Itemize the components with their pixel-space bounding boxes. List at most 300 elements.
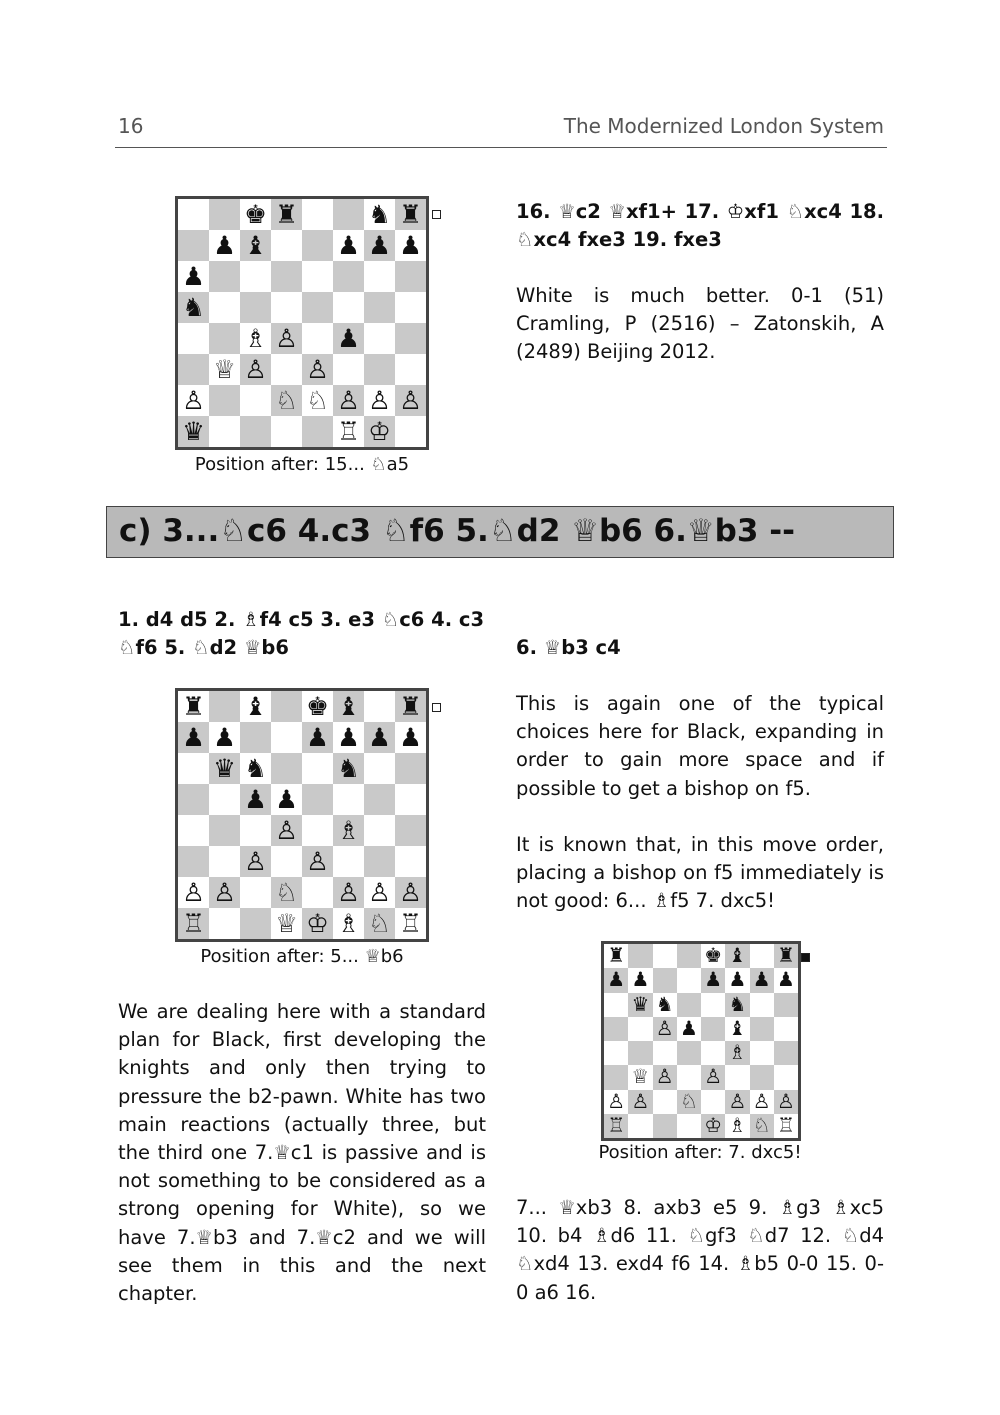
chess-piece: ♙: [182, 385, 205, 415]
square-c5: [240, 784, 271, 815]
square-g3: [364, 354, 395, 385]
chess-piece: ♙: [337, 385, 360, 415]
square-c4: [240, 815, 271, 846]
square-b8: [209, 199, 240, 230]
square-e3: [302, 846, 333, 877]
square-a8: [178, 199, 209, 230]
chess-diagram-2: [175, 688, 429, 942]
chess-piece: ♘: [679, 1089, 698, 1113]
square-c8: [240, 199, 271, 230]
square-h2: [395, 877, 426, 908]
square-h2: [774, 1090, 798, 1114]
chess-piece: ♟: [213, 230, 236, 260]
square-f8: [333, 691, 364, 722]
square-a4: [604, 1041, 628, 1065]
square-b1: [209, 908, 240, 939]
square-g3: [750, 1065, 774, 1089]
square-a6: [604, 993, 628, 1017]
square-g2: [750, 1090, 774, 1114]
square-g8: [750, 944, 774, 968]
square-c1: [240, 908, 271, 939]
section-banner: [106, 506, 894, 558]
square-b5: [209, 784, 240, 815]
chess-piece: ♞: [337, 753, 360, 783]
square-g5: [364, 784, 395, 815]
square-b1: [628, 1114, 652, 1138]
chess-piece: ♟: [337, 722, 360, 752]
chess-piece: ♕: [213, 354, 236, 384]
square-d8: [271, 691, 302, 722]
chess-piece: ♙: [306, 846, 329, 876]
square-g4: [364, 323, 395, 354]
chess-piece: ♙: [368, 877, 391, 907]
chess-piece: ♙: [776, 1089, 795, 1113]
square-b3: [209, 354, 240, 385]
square-b7: [209, 230, 240, 261]
chess-piece: ♞: [368, 199, 391, 229]
square-a1: [178, 908, 209, 939]
square-g5: [750, 1017, 774, 1041]
square-d6: [271, 261, 302, 292]
square-f3: [333, 354, 364, 385]
chess-piece: ♖: [182, 908, 205, 938]
square-d5: [271, 784, 302, 815]
square-b4: [209, 815, 240, 846]
square-e4: [701, 1041, 725, 1065]
square-c6: [653, 993, 677, 1017]
chess-piece: ♜: [399, 691, 422, 721]
square-a5: [178, 292, 209, 323]
square-b4: [628, 1041, 652, 1065]
chess-piece: ♜: [776, 944, 795, 967]
chess-piece: ♟: [776, 968, 795, 992]
chess-piece: ♙: [275, 323, 298, 353]
square-g2: [364, 385, 395, 416]
square-b2: [628, 1090, 652, 1114]
chess-piece: ♖: [607, 1113, 626, 1137]
square-f3: [333, 846, 364, 877]
square-c7: [240, 230, 271, 261]
square-h4: [395, 323, 426, 354]
chess-piece: ♟: [752, 968, 771, 992]
square-a7: [178, 230, 209, 261]
square-d5: [271, 292, 302, 323]
square-b7: [628, 968, 652, 992]
square-g8: [364, 199, 395, 230]
square-d3: [677, 1065, 701, 1089]
square-h6: [395, 753, 426, 784]
square-e7: [302, 722, 333, 753]
chess-piece: ♟: [399, 722, 422, 752]
square-e4: [302, 323, 333, 354]
square-a1: [604, 1114, 628, 1138]
square-a3: [178, 354, 209, 385]
chess-piece: ♞: [244, 753, 267, 783]
chess-piece: ♜: [399, 199, 422, 229]
chess-piece: ♔: [368, 416, 391, 446]
square-g5: [364, 292, 395, 323]
square-g4: [364, 815, 395, 846]
square-b6: [628, 993, 652, 1017]
square-f6: [333, 261, 364, 292]
chess-piece: ♝: [728, 1016, 747, 1040]
square-h8: [395, 691, 426, 722]
square-a4: [178, 323, 209, 354]
square-g6: [364, 261, 395, 292]
square-d8: [271, 199, 302, 230]
square-f5: [333, 784, 364, 815]
chess-piece: ♗: [337, 908, 360, 938]
square-e6: [302, 261, 333, 292]
square-d8: [677, 944, 701, 968]
square-g6: [750, 993, 774, 1017]
square-h2: [395, 385, 426, 416]
square-e2: [302, 877, 333, 908]
square-f5: [333, 292, 364, 323]
chess-piece: ♟: [182, 722, 205, 752]
square-a7: [178, 722, 209, 753]
chess-piece: ♙: [244, 354, 267, 384]
square-h5: [395, 292, 426, 323]
square-d4: [271, 815, 302, 846]
square-h4: [774, 1041, 798, 1065]
square-e3: [302, 354, 333, 385]
plan-paragraph: We are dealing here with a standard plan for Black, first developing the knights and only then trying to pressure the b2-pawn. White has two main reactions (actually three, but the third one 7.♕c1 is passive and is not something to be considered as a strong opening for White), so we have 7.♕b3 and 7.♕c2 and we will see them in this and the next chapter.: [118, 1000, 486, 1306]
chess-piece: ♔: [306, 908, 329, 938]
chess-piece: ♕: [631, 1065, 650, 1089]
chess-piece: ♖: [776, 1113, 795, 1137]
continuation-line: 7... ♕xb3 8. axb3 e5 9. ♗g3 ♗xc5 10. b4 ♗d6 11. ♘gf3 ♘d7 12. ♘d4 ♘xd4 13. exd4 f6 14. ♗b5 0-0 15. 0-0 a6 16.: [516, 1196, 884, 1304]
square-g7: [750, 968, 774, 992]
square-a5: [604, 1017, 628, 1041]
square-c8: [653, 944, 677, 968]
square-h1: [395, 908, 426, 939]
square-f6: [333, 753, 364, 784]
chess-piece: ♗: [728, 1113, 747, 1137]
square-d2: [677, 1090, 701, 1114]
square-e5: [701, 1017, 725, 1041]
square-b6: [209, 753, 240, 784]
chess-piece: ♟: [631, 968, 650, 992]
square-f7: [725, 968, 749, 992]
chess-diagram-1: [175, 196, 429, 450]
square-b8: [209, 691, 240, 722]
square-c1: [240, 416, 271, 447]
square-c2: [240, 877, 271, 908]
white-to-move-marker: [432, 703, 441, 712]
square-c3: [240, 354, 271, 385]
opening-moves: 1. d4 d5 2. ♗f4 c5 3. e3 ♘c6 4. c3 ♘f6 5. ♘d2 ♕b6: [118, 608, 485, 660]
square-d1: [677, 1114, 701, 1138]
square-b4: [209, 323, 240, 354]
square-b2: [209, 385, 240, 416]
chess-piece: ♙: [607, 1089, 626, 1113]
square-a2: [178, 877, 209, 908]
square-h7: [774, 968, 798, 992]
square-h8: [395, 199, 426, 230]
chess-piece: ♘: [275, 385, 298, 415]
chess-piece: ♞: [655, 992, 674, 1016]
square-f7: [333, 722, 364, 753]
bishop-f5-paragraph: It is known that, in this move order, placing a bishop on f5 immediately is not good: 6... ♗f5 7. dxc5!: [516, 833, 884, 913]
square-c8: [240, 691, 271, 722]
square-h1: [395, 416, 426, 447]
square-a7: [604, 968, 628, 992]
square-g4: [750, 1041, 774, 1065]
square-g7: [364, 722, 395, 753]
square-b7: [209, 722, 240, 753]
square-h6: [395, 261, 426, 292]
square-f2: [333, 877, 364, 908]
chess-piece: ♟: [337, 230, 360, 260]
chess-piece: ♚: [704, 944, 723, 967]
square-f1: [333, 416, 364, 447]
square-e7: [302, 230, 333, 261]
square-a2: [178, 385, 209, 416]
square-a8: [178, 691, 209, 722]
chess-piece: ♙: [399, 877, 422, 907]
square-b1: [209, 416, 240, 447]
square-c1: [653, 1114, 677, 1138]
chess-piece: ♝: [244, 691, 267, 721]
square-g2: [364, 877, 395, 908]
continuation-moves: 16. ♕c2 ♕xf1+ 17. ♔xf1 ♘xc4 18. ♘xc4 fxe3 19. fxe3: [516, 200, 884, 252]
square-c2: [240, 385, 271, 416]
chess-piece: ♜: [275, 199, 298, 229]
chess-piece: ♙: [213, 877, 236, 907]
square-d1: [271, 908, 302, 939]
chess-piece: ♚: [244, 199, 267, 229]
square-h6: [774, 993, 798, 1017]
typical-choice-paragraph: This is again one of the typical choices here for Black, expanding in order to gain more space and if possible to get a bishop on f5.: [516, 692, 884, 800]
square-f8: [725, 944, 749, 968]
square-f8: [333, 199, 364, 230]
square-a8: [604, 944, 628, 968]
chess-piece: ♙: [182, 877, 205, 907]
square-d3: [271, 846, 302, 877]
chess-piece: ♛: [213, 753, 236, 783]
chess-diagram-3: [601, 941, 801, 1141]
square-d4: [677, 1041, 701, 1065]
square-f4: [725, 1041, 749, 1065]
chess-piece: ♕: [275, 908, 298, 938]
square-f2: [725, 1090, 749, 1114]
square-h5: [774, 1017, 798, 1041]
square-f4: [333, 815, 364, 846]
chess-piece: ♟: [337, 323, 360, 353]
square-g1: [750, 1114, 774, 1138]
square-f1: [333, 908, 364, 939]
square-a3: [604, 1065, 628, 1089]
square-c6: [240, 753, 271, 784]
chess-piece: ♜: [607, 944, 626, 967]
square-e1: [302, 416, 333, 447]
square-h3: [395, 354, 426, 385]
diagram-3-caption: Position after: 7. dxc5!: [598, 1142, 802, 1163]
square-a3: [178, 846, 209, 877]
square-g3: [364, 846, 395, 877]
chess-piece: ♙: [728, 1089, 747, 1113]
chess-piece: ♘: [275, 877, 298, 907]
square-c2: [653, 1090, 677, 1114]
square-c7: [240, 722, 271, 753]
square-c5: [653, 1017, 677, 1041]
chess-piece: ♟: [368, 230, 391, 260]
chess-piece: ♟: [399, 230, 422, 260]
diagram-2-caption: Position after: 5... ♕b6: [200, 946, 404, 967]
square-c7: [653, 968, 677, 992]
chess-piece: ♝: [244, 230, 267, 260]
square-d4: [271, 323, 302, 354]
square-a5: [178, 784, 209, 815]
chess-piece: ♙: [704, 1065, 723, 1089]
square-e1: [701, 1114, 725, 1138]
chess-piece: ♗: [337, 815, 360, 845]
square-d2: [271, 385, 302, 416]
square-b2: [209, 877, 240, 908]
page-number: 16: [118, 114, 144, 138]
square-a6: [178, 261, 209, 292]
square-d3: [271, 354, 302, 385]
chess-piece: ♛: [182, 416, 205, 446]
chess-piece: ♙: [275, 815, 298, 845]
square-e2: [302, 385, 333, 416]
square-b5: [628, 1017, 652, 1041]
move-heading: 6. ♕b3 c4: [516, 636, 621, 659]
square-g6: [364, 753, 395, 784]
square-c3: [653, 1065, 677, 1089]
chess-piece: ♘: [306, 385, 329, 415]
square-a1: [178, 416, 209, 447]
square-f3: [725, 1065, 749, 1089]
square-d7: [271, 230, 302, 261]
square-d6: [677, 993, 701, 1017]
square-e8: [302, 199, 333, 230]
chess-piece: ♘: [368, 908, 391, 938]
square-h4: [395, 815, 426, 846]
section-title: c) 3...♘c6 4.c3 ♘f6 5.♘d2 ♕b6 6.♕b3 --: [119, 513, 795, 549]
chess-piece: ♟: [679, 1016, 698, 1040]
square-e8: [701, 944, 725, 968]
chess-piece: ♟: [213, 722, 236, 752]
square-c4: [240, 323, 271, 354]
chess-piece: ♖: [337, 416, 360, 446]
square-e6: [302, 753, 333, 784]
chess-piece: ♟: [704, 968, 723, 992]
chess-piece: ♚: [306, 691, 329, 721]
chess-piece: ♙: [655, 1016, 674, 1040]
square-e5: [302, 784, 333, 815]
square-c4: [653, 1041, 677, 1065]
chess-piece: ♟: [368, 722, 391, 752]
square-f5: [725, 1017, 749, 1041]
square-e1: [302, 908, 333, 939]
chess-piece: ♙: [655, 1065, 674, 1089]
square-d1: [271, 416, 302, 447]
chess-piece: ♝: [337, 691, 360, 721]
square-c6: [240, 261, 271, 292]
square-h7: [395, 722, 426, 753]
square-e5: [302, 292, 333, 323]
square-d7: [677, 968, 701, 992]
square-b3: [209, 846, 240, 877]
chess-piece: ♙: [631, 1089, 650, 1113]
square-d7: [271, 722, 302, 753]
chess-piece: ♘: [752, 1113, 771, 1137]
chess-piece: ♖: [399, 908, 422, 938]
header-rule: [115, 147, 887, 148]
chess-piece: ♙: [306, 354, 329, 384]
square-g1: [364, 416, 395, 447]
chess-piece: ♞: [182, 292, 205, 322]
chess-piece: ♟: [275, 784, 298, 814]
square-c3: [240, 846, 271, 877]
square-f1: [725, 1114, 749, 1138]
chess-piece: ♜: [182, 691, 205, 721]
chess-piece: ♔: [704, 1113, 723, 1137]
black-to-move-marker: [801, 953, 810, 962]
diagram-1-caption: Position after: 15... ♘a5: [194, 454, 410, 475]
chess-piece: ♙: [752, 1089, 771, 1113]
running-title: The Modernized London System: [563, 114, 884, 138]
square-e3: [701, 1065, 725, 1089]
square-d5: [677, 1017, 701, 1041]
chess-piece: ♗: [728, 1041, 747, 1064]
square-h5: [395, 784, 426, 815]
square-h7: [395, 230, 426, 261]
square-f2: [333, 385, 364, 416]
square-c5: [240, 292, 271, 323]
square-h1: [774, 1114, 798, 1138]
square-e4: [302, 815, 333, 846]
chess-piece: ♙: [399, 385, 422, 415]
square-a6: [178, 753, 209, 784]
chess-piece: ♟: [607, 968, 626, 992]
chess-piece: ♟: [244, 784, 267, 814]
chess-piece: ♙: [337, 877, 360, 907]
chess-piece: ♟: [182, 261, 205, 291]
chess-piece: ♙: [368, 385, 391, 415]
chess-piece: ♟: [306, 722, 329, 752]
square-h8: [774, 944, 798, 968]
chess-piece: ♞: [728, 992, 747, 1016]
white-to-move-marker: [432, 210, 441, 219]
square-e2: [701, 1090, 725, 1114]
game-result: White is much better. 0-1 (51) Cramling, P (2516) – Zatonskih, A (2489) Beijing 2012.: [516, 284, 884, 364]
square-f4: [333, 323, 364, 354]
chess-piece: ♟: [728, 968, 747, 992]
square-h3: [395, 846, 426, 877]
square-b3: [628, 1065, 652, 1089]
square-a2: [604, 1090, 628, 1114]
square-g7: [364, 230, 395, 261]
square-h3: [774, 1065, 798, 1089]
chess-piece: ♙: [244, 846, 267, 876]
chess-piece: ♛: [631, 992, 650, 1016]
square-d6: [271, 753, 302, 784]
square-b5: [209, 292, 240, 323]
square-a4: [178, 815, 209, 846]
square-e6: [701, 993, 725, 1017]
square-f7: [333, 230, 364, 261]
square-g1: [364, 908, 395, 939]
square-e8: [302, 691, 333, 722]
square-g8: [364, 691, 395, 722]
square-b6: [209, 261, 240, 292]
square-b8: [628, 944, 652, 968]
chess-piece: ♗: [244, 323, 267, 353]
chess-piece: ♝: [728, 944, 747, 967]
